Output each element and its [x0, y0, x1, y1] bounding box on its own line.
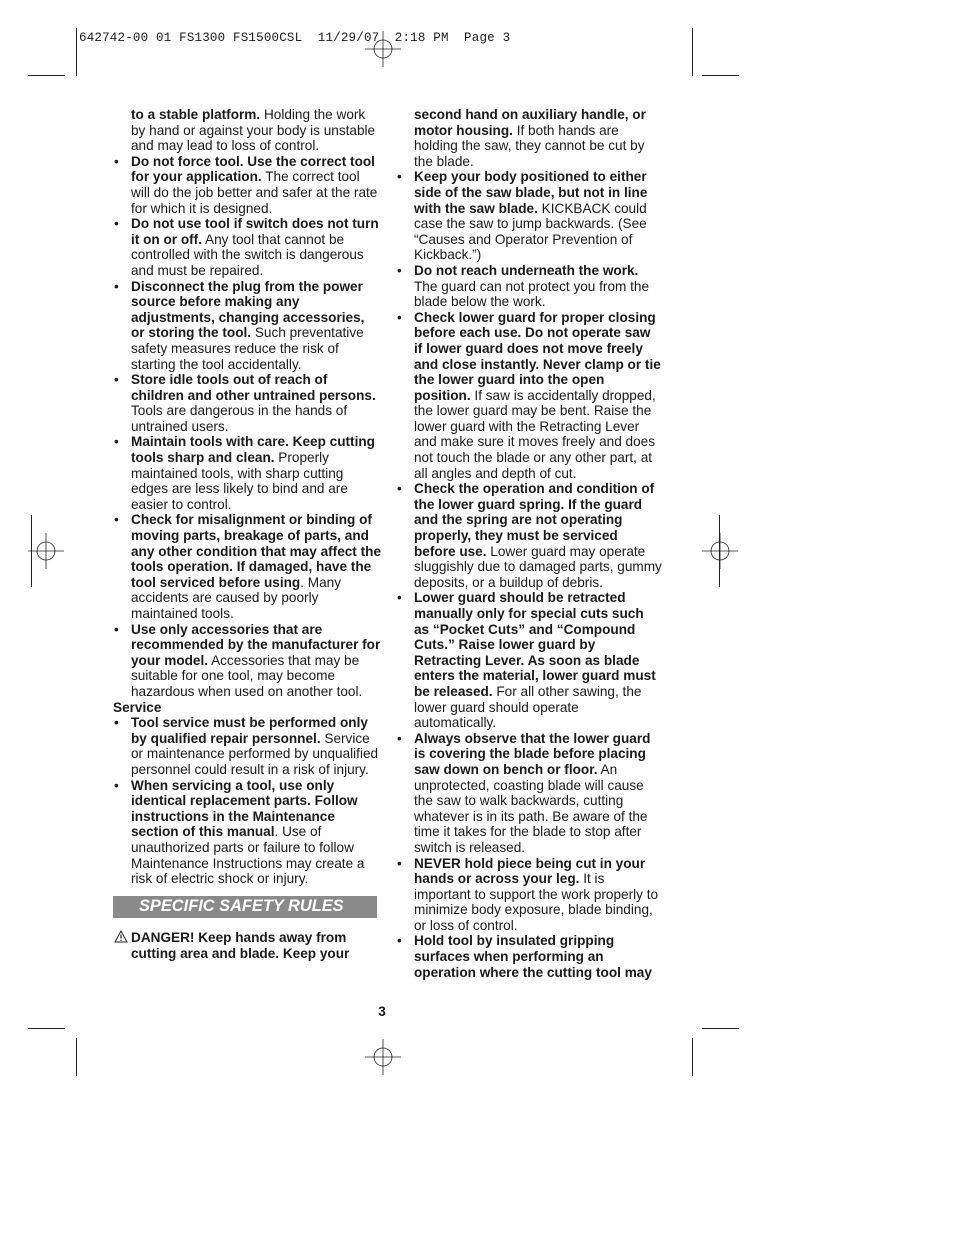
section-banner: SPECIFIC SAFETY RULES — [113, 896, 377, 919]
intro-paragraph — [396, 107, 662, 169]
registration-mark-icon — [365, 1039, 401, 1075]
bullet-icon: • — [397, 481, 402, 497]
crop-mark — [702, 1028, 739, 1029]
bullet-icon: • — [397, 309, 402, 325]
bullet-icon: • — [397, 590, 402, 606]
bullet-icon: • — [397, 933, 402, 949]
bullet-icon: • — [114, 153, 119, 169]
crop-mark — [28, 75, 65, 76]
crop-mark — [692, 28, 693, 76]
intro-text: Holding the work by hand or against your body is unstable and may lead to loss of control. — [131, 107, 376, 154]
bullet-item: • Check for misalignment or binding of moving parts, breakage of parts, and any other condition that may affect the tools operation. If damaged, have the tool serviced before using. Many accidents are caused by poorly maintained tools. — [114, 512, 382, 621]
registration-mark-icon — [365, 31, 401, 67]
crop-mark — [76, 1038, 77, 1076]
bullet-item: • Lower guard should be retracted manually only for special cuts such as “Pocket Cuts” and “Compound Cuts.” Raise lower guard by Retracting Lever. As soon as blade enters the material, lower guard must be released. For all other sawing, the lower guard should operate automatically. — [397, 590, 656, 731]
bullet-item: • Use only accessories that are recommended by the manufacturer for your model. Accessories that may be suitable for one tool, may become hazardous when used on another tool. — [114, 621, 381, 699]
bullet-icon: • — [114, 715, 119, 731]
warning-triangle-icon — [114, 930, 128, 943]
intro-bold: to a stable platform. — [131, 107, 261, 122]
registration-mark-icon — [28, 533, 64, 569]
bullet-icon: • — [114, 372, 119, 388]
bullet-icon: • — [397, 730, 402, 746]
bullet-item: • NEVER hold piece being cut in your hands or across your leg. It is important to support the work properly to minimize body exposure, blade binding, or loss of control. — [397, 855, 659, 933]
bullet-icon: • — [114, 278, 119, 294]
bullet-item: • Do not use tool if switch does not turn it on or off. Any tool that cannot be controlled with the switch is dangerous and must be repaired. — [114, 216, 379, 278]
bullet-item: • When servicing a tool, use only identical replacement parts. Follow instructions in the Maintenance section of this manual. Use of unauthorized parts or failure to follow Maintenance Instructions may create a risk of electric shock or injury. — [114, 777, 365, 887]
bullet-icon: • — [114, 777, 119, 793]
crop-mark — [28, 1028, 65, 1029]
bullet-item: • Keep your body positioned to either side of the saw blade, but not in line with the saw blade. KICKBACK could case the saw to jump backwards. (See “Causes and Operator Prevention of Kickback.”) — [397, 169, 648, 263]
bullet-icon: • — [114, 434, 119, 450]
page-number: 3 — [378, 1004, 386, 1019]
bullet-item: • Always observe that the lower guard is covering the blade before placing saw down on bench or floor. An unprotected, coasting blade will cause the saw to walk backwards, cutting whatever is in its path. Be aware of the time it takes for the blade to stop after switch is released. — [397, 730, 651, 855]
bullet-item: • Maintain tools with care. Keep cutting tools sharp and clean. Properly maintained tools, with sharp cutting edges are less likely to bind and are easier to control. — [114, 434, 375, 512]
bullet-item: • Do not reach underneath the work. The guard can not protect you from the blade below the work. — [397, 262, 650, 310]
crop-mark — [702, 75, 739, 76]
crop-mark — [76, 28, 77, 76]
bullet-icon: • — [114, 621, 119, 637]
bullet-icon: • — [114, 216, 119, 232]
intro-paragraph — [113, 107, 381, 154]
bullet-item: • Tool service must be performed only by qualified repair personnel. Service or maintenance performed by unqualified personnel could result in a risk of injury. — [114, 715, 379, 777]
bullet-item: • Hold tool by insulated gripping surfaces when performing an operation where the cutting tool may — [397, 933, 652, 980]
print-slug: 642742-00 01 FS1300 FS1500CSL 11/29/07 2:18 PM Page 3 — [79, 31, 511, 45]
intro-text: If both hands are holding the saw, they cannot be cut by the blade. — [414, 122, 645, 169]
bullet-item: • Store idle tools out of reach of children and other untrained persons. Tools are dangerous in the hands of untrained users. — [114, 372, 376, 434]
crop-mark — [692, 1038, 693, 1076]
registration-mark-icon — [702, 533, 738, 569]
bullet-item: • Check lower guard for proper closing before each use. Do not operate saw if lower guard does not move freely and close instantly. Never clamp or tie the lower guard into the open position. If saw is accidentally dropped, the lower guard may be bent. Raise the lower guard with the Retracting Lever and make sure it moves freely and does not touch the blade or any other part, at all angles and depth of cut. — [397, 309, 661, 481]
right-column — [396, 107, 662, 980]
service-heading: Service — [113, 699, 162, 715]
left-column — [113, 107, 381, 961]
bullet-item: • Check the operation and condition of the lower guard spring. If the guard and the spring are not operating properly, they must be serviced before use. Lower guard may operate sluggishly due to damaged parts, gummy deposits, or a buildup of debris. — [397, 481, 662, 590]
bullet-icon: • — [397, 169, 402, 185]
bullet-icon: • — [114, 512, 119, 528]
danger-warning: DANGER! Keep hands away from cutting area and blade. Keep your — [113, 930, 381, 961]
intro-bold: second hand on auxiliary handle, or motor housing. — [414, 107, 646, 138]
bullet-item: • Do not force tool. Use the correct tool for your application. The correct tool will do the job better and safer at the rate for which it is designed. — [114, 153, 378, 216]
bullet-icon: • — [397, 262, 402, 278]
bullet-item: • Disconnect the plug from the power source before making any adjustments, changing accessories, or storing the tool. Such preventative safety measures reduce the risk of starting the tool accidentally. — [114, 278, 365, 372]
bullet-icon: • — [397, 855, 402, 871]
